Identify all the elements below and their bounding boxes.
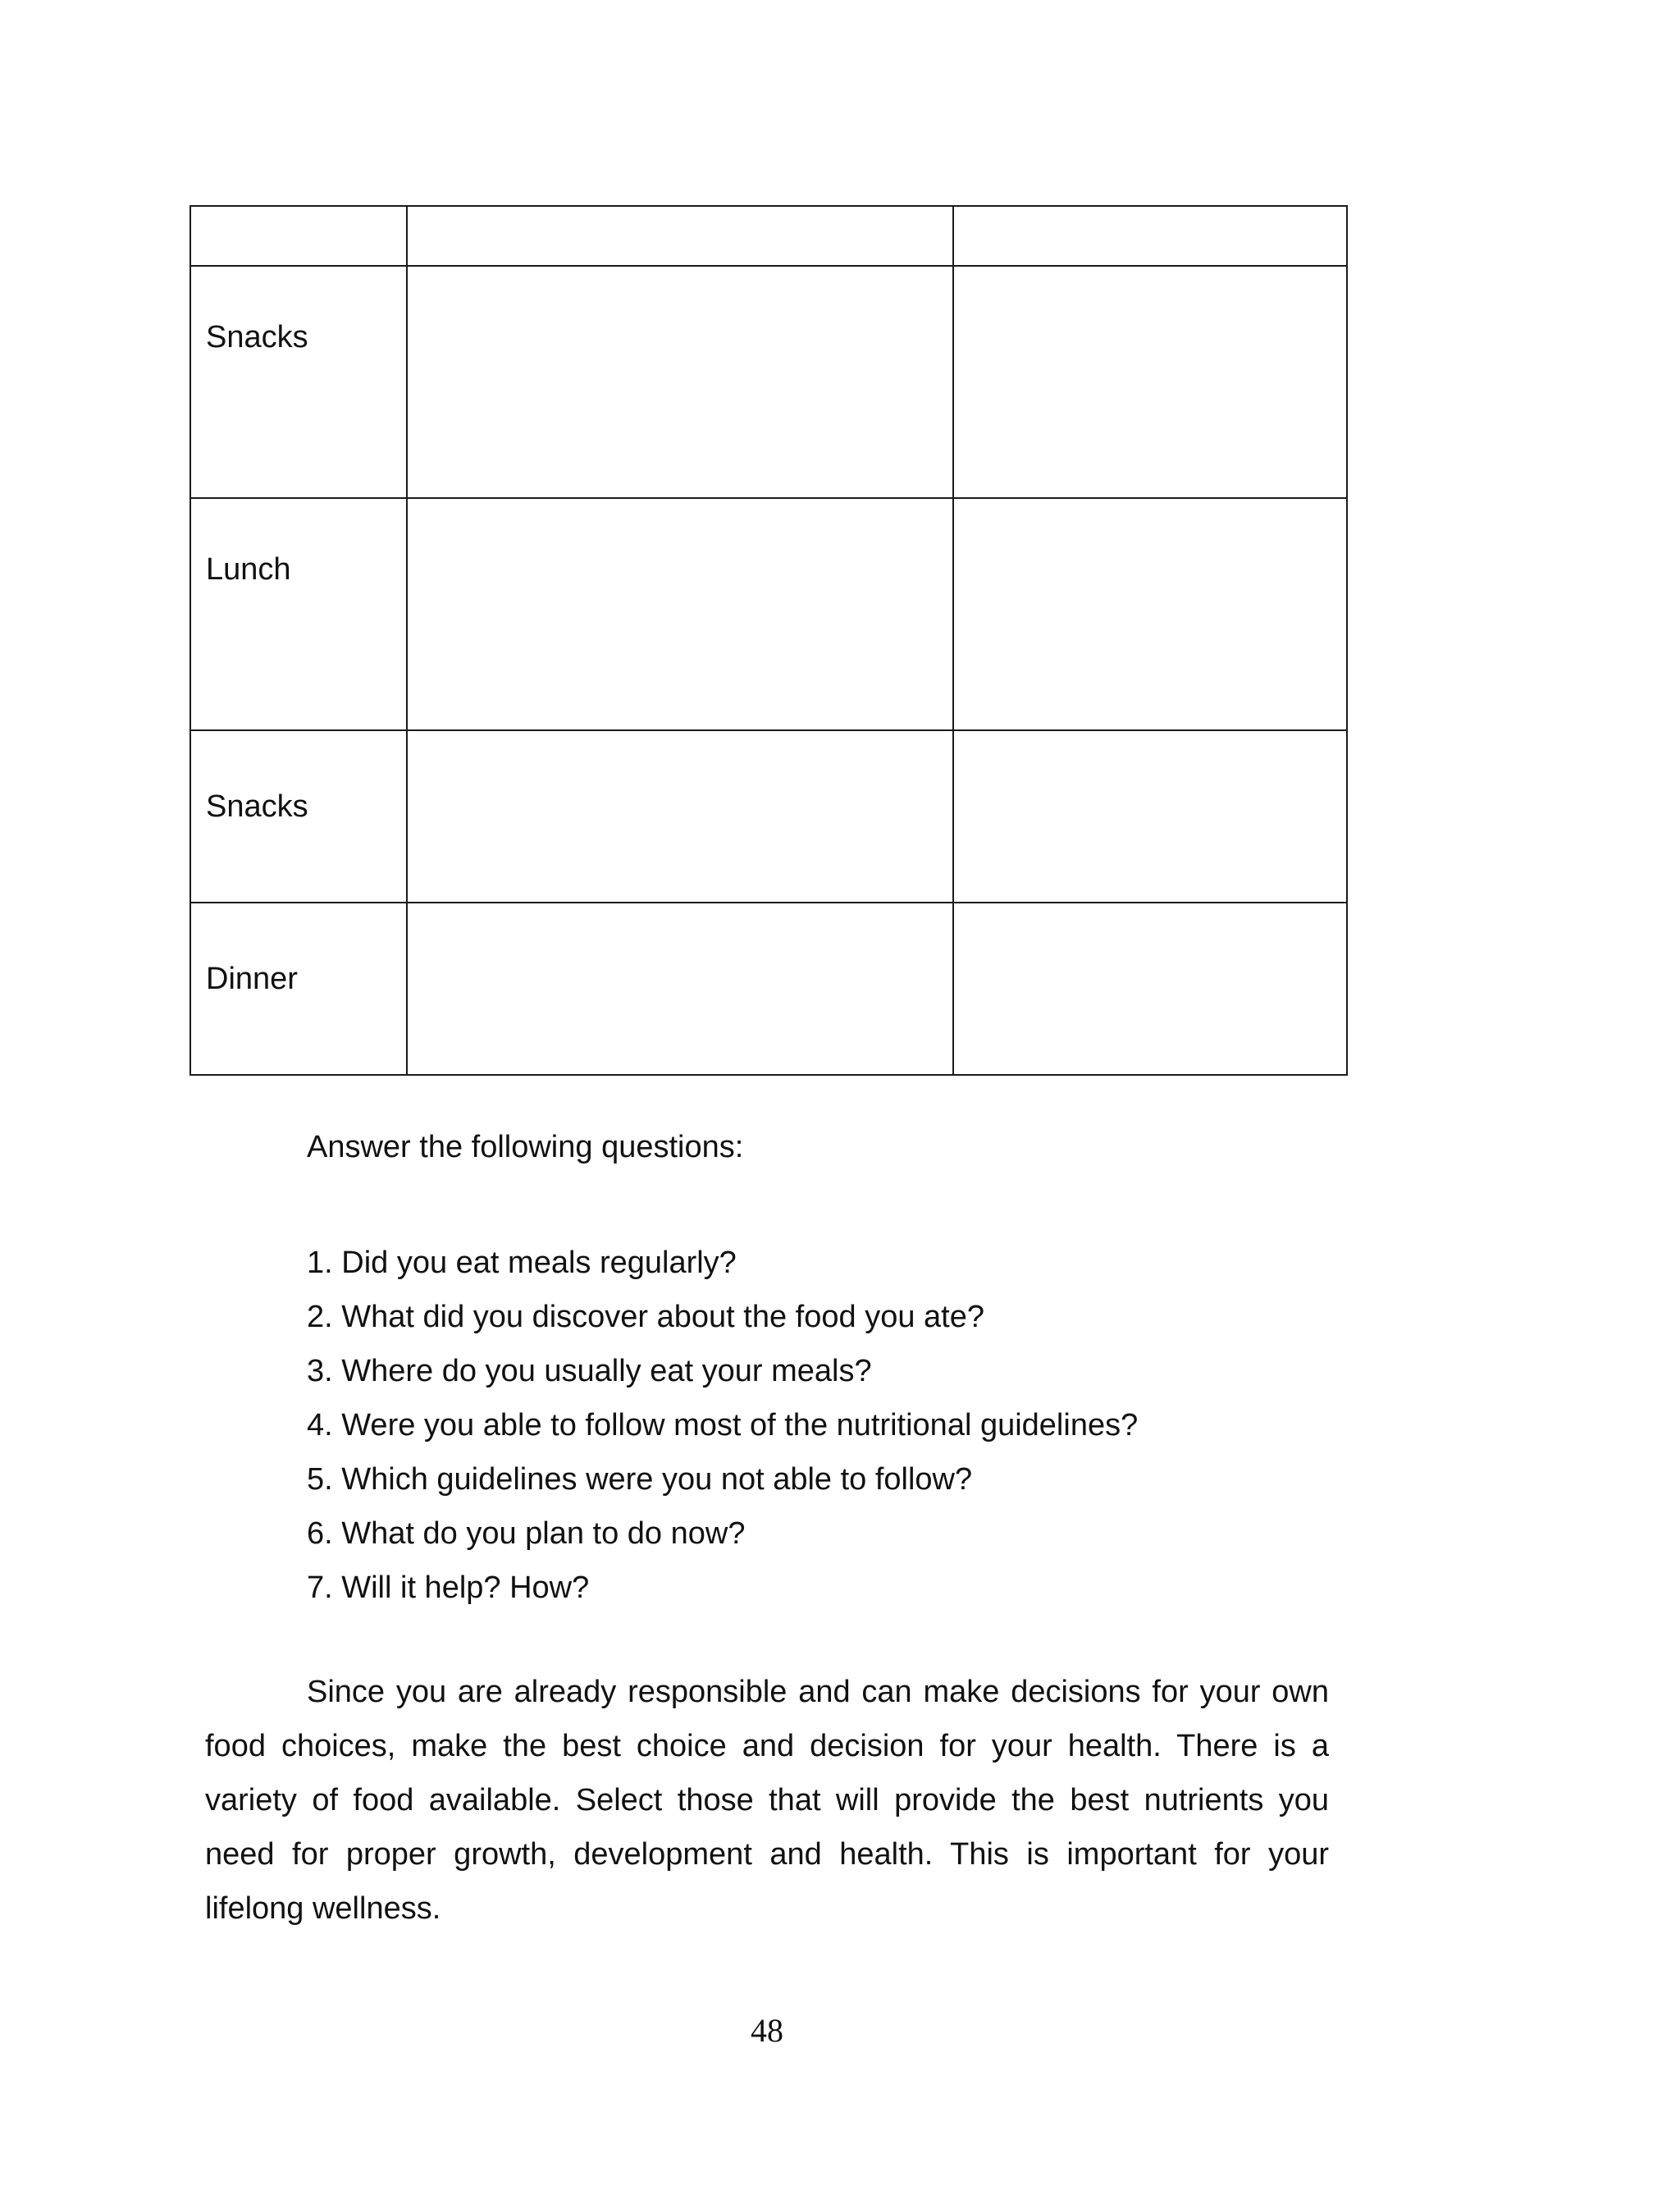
table-row bbox=[190, 266, 1347, 498]
meal-label-lunch: Lunch bbox=[206, 552, 291, 587]
table-row bbox=[190, 730, 1347, 903]
meal-label-cell bbox=[190, 903, 407, 1075]
closing-paragraph: Since you are already responsible and can make decisions for your own food choices, make the best choice and decision for your health. There is a variety of food available. Select those that will provide the best nutrients you need for proper growth, development and health. This is important for your lifelong wellness. bbox=[205, 1675, 1329, 1926]
questions-heading: Answer the following questions: bbox=[307, 1130, 744, 1164]
table-cell bbox=[407, 498, 953, 730]
table-row bbox=[190, 903, 1347, 1075]
table-cell bbox=[407, 730, 953, 903]
table-cell bbox=[953, 730, 1347, 903]
question-item: 4. Were you able to follow most of the nutritional guidelines? bbox=[307, 1408, 1139, 1442]
table-row bbox=[190, 206, 1347, 266]
question-item: 2. What did you discover about the food you ate? bbox=[307, 1300, 984, 1334]
table-cell bbox=[407, 903, 953, 1075]
question-item: 7. Will it help? How? bbox=[307, 1570, 590, 1605]
meal-label-dinner: Dinner bbox=[206, 962, 298, 996]
question-item: 6. What do you plan to do now? bbox=[307, 1516, 746, 1551]
table-cell bbox=[953, 903, 1347, 1075]
table-cell bbox=[953, 266, 1347, 498]
question-item: 5. Which guidelines were you not able to follow? bbox=[307, 1462, 973, 1497]
meal-label-snacks: Snacks bbox=[206, 789, 308, 824]
page-number: 48 bbox=[751, 2012, 783, 2049]
table-cell bbox=[407, 266, 953, 498]
question-item: 3. Where do you usually eat your meals? bbox=[307, 1354, 872, 1388]
meal-log-table bbox=[189, 205, 1348, 1076]
table-cell bbox=[190, 206, 407, 266]
table-cell bbox=[953, 498, 1347, 730]
questions-list bbox=[307, 1236, 1138, 1615]
meal-label-cell bbox=[190, 498, 407, 730]
table-row bbox=[190, 498, 1347, 730]
table-cell bbox=[953, 206, 1347, 266]
meal-label-snacks: Snacks bbox=[206, 320, 308, 354]
question-item: 1. Did you eat meals regularly? bbox=[307, 1246, 737, 1280]
meal-label-cell bbox=[190, 730, 407, 903]
meal-label-cell bbox=[190, 266, 407, 498]
table-cell bbox=[407, 206, 953, 266]
